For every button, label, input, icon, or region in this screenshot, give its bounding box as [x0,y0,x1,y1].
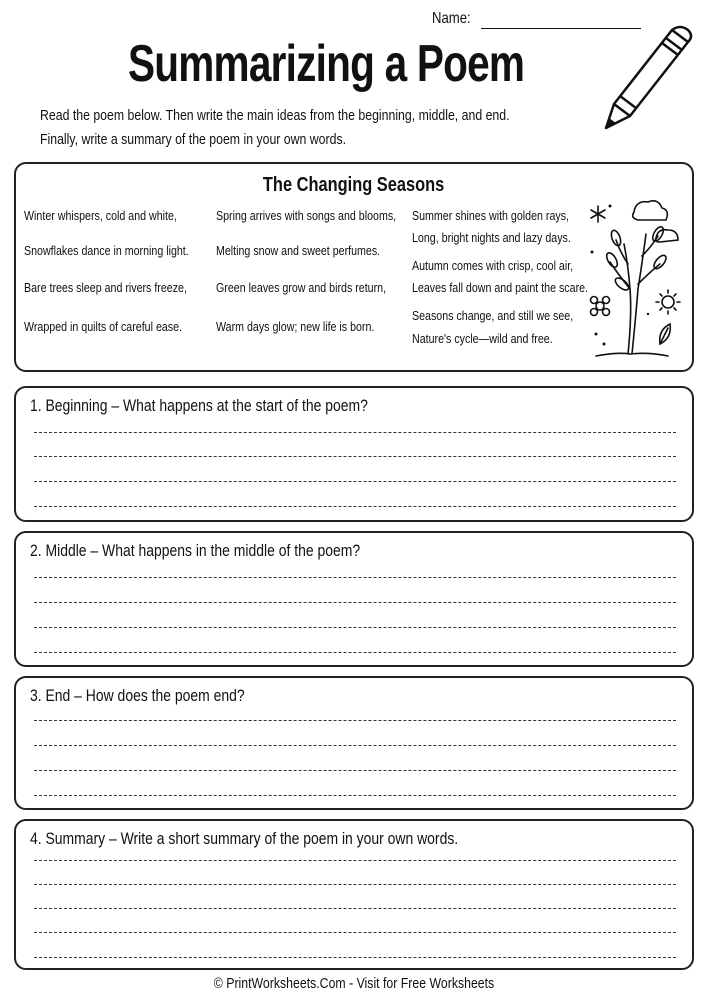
question-box-middle [14,531,694,667]
seasons-tree-illustration [588,194,688,364]
question-label: 2. Middle – What happens in the middle of the poem? [30,541,361,560]
answer-line[interactable] [34,932,676,933]
answer-line[interactable] [34,652,676,653]
answer-line[interactable] [34,770,676,771]
question-box-end [14,676,694,810]
poem-title: The Changing Seasons [263,174,445,196]
answer-line[interactable] [34,720,676,721]
answer-line[interactable] [34,577,676,578]
question-label: 4. Summary – Write a short summary of the poem in your own words. [30,829,459,848]
name-label: Name: [432,10,471,27]
question-label: 1. Beginning – What happens at the start of the poem? [30,396,368,415]
answer-line[interactable] [34,908,676,909]
page-title: Summarizing a Poem [128,35,525,93]
question-box-summary [14,819,694,970]
answer-line[interactable] [34,602,676,603]
answer-line[interactable] [34,432,676,433]
answer-line[interactable] [34,795,676,796]
answer-line[interactable] [34,884,676,885]
answer-line[interactable] [34,957,676,958]
footer-credit: © PrintWorksheets.Com - Visit for Free Worksheets [213,975,494,992]
answer-line[interactable] [34,745,676,746]
poem-box: The Changing Seasons Winter whispers, cold and white, Snowflakes dance in morning light. Bare trees sleep and rivers freeze, Wrapped in quilts of careful ease. Spring arrives with songs and blooms, Melting snow and sweet perfumes. Green leaves grow and birds return, Warm days glow; new life is born. Summer shines with golden rays, Long, bright nights and lazy days. Autumn comes with crisp, cool air, Leaves fall down and paint the scare. Seasons change, and still we see, Nature's cycle—wild and free. [14,162,694,372]
answer-line[interactable] [34,627,676,628]
question-box-beginning [14,386,694,522]
answer-line[interactable] [34,456,676,457]
instructions: Read the poem below. Then write the main ideas from the beginning, middle, and end. Finally, write a summary of the poem in your own words. [40,107,510,148]
question-label: 3. End – How does the poem end? [30,686,245,705]
answer-line[interactable] [34,506,676,507]
answer-line[interactable] [34,481,676,482]
answer-line[interactable] [34,860,676,861]
